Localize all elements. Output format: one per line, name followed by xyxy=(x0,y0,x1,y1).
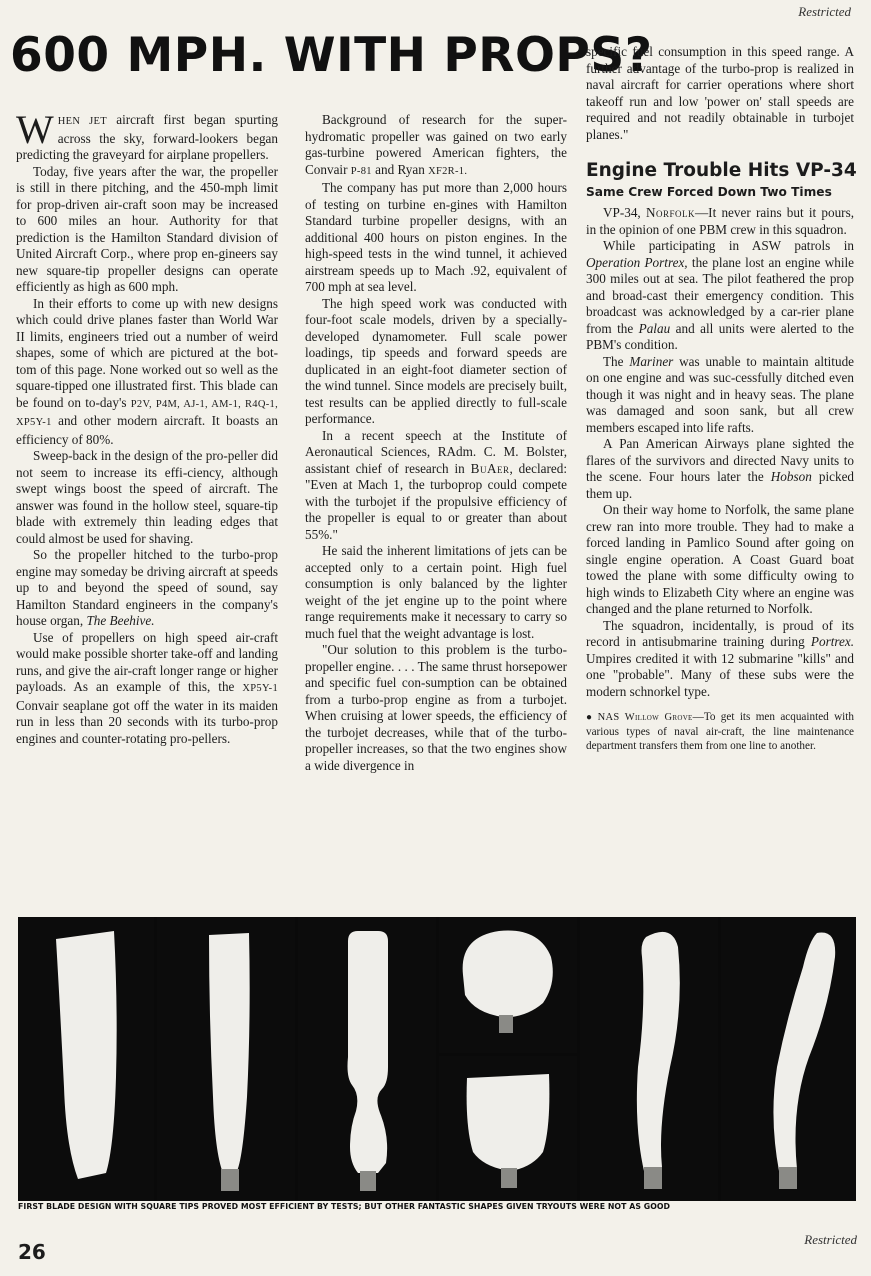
paragraph: "Our solution to this problem is the turbo-propeller engine. . . . The same thrust horsepower and specific fuel con-sumption can be obtained from a turbo-prop engine as from a turbojet. When cruising at lower speeds, the efficiency of the turbojet decreases, while that of the turbo-propeller increases, so that the two engines show a wide divergence in xyxy=(305,642,567,773)
paragraph xyxy=(16,107,279,164)
square-tip-blade-image xyxy=(18,917,154,1201)
paragraph: He said the inherent limitations of jets can be accepted only to a certain point. High fuel consumption is only balanced by the lighter weight of the jet engine up to the point where range requirements make it necessary to carry so much fuel that the weight advantage is lost. xyxy=(305,543,567,641)
paragraph-text: , declared: "Even at Mach 1, the turboprop could compete with the turbojet if the propulsive efficiency of the propeller is equal to or greater than about 55%." xyxy=(305,460,567,542)
smallcaps-place: NAS Willow Grove xyxy=(597,712,693,723)
paragraph-text: and all units were alerted to the PBM's condition. xyxy=(586,320,855,352)
paragraph-text: picked them up. xyxy=(586,469,855,501)
waisted-blade-photo xyxy=(298,917,436,1201)
shovel-blade-image xyxy=(439,1056,577,1201)
paragraph: The company has put more than 2,000 hours of testing on turbine en-gines with Hamilton Standard turbine propeller designs, with an additional 400 hours on piston engines. In the high-speed tests in the wind tunnel, it achieved airstream speeds up to Mach .92, equivalent of 700 mph at sea level. xyxy=(305,180,567,294)
propeller-photo-strip xyxy=(18,917,856,1201)
paragraph-text: While participating in ASW patrols in xyxy=(603,238,854,253)
paragraph xyxy=(586,436,854,502)
paragraph-text: In their efforts to come up with new designs which could drive planes faster than World War II limits, engineers tried out a number of weird shapes, some of which are pictured at the bot-tom of this page. None worked out so well as the square-tipped one illustrated first. This blade can be found on to-day's xyxy=(16,295,278,410)
section-subheading: Same Crew Forced Down Two Times xyxy=(586,185,832,199)
paragraph-text: Use of propellers on high speed air-craft would make possible shorter take-off and landing runs, and give the air-craft longer range or higher payloads. As an example of this, the xyxy=(16,629,278,694)
section-heading: Engine Trouble Hits VP-34 xyxy=(586,160,857,181)
tapered-blade-image xyxy=(157,917,295,1201)
paragraph xyxy=(586,238,854,354)
paragraph-text: So the propeller hitched to the turbo-prop engine may someday be driving aircraft at speeds up to and beyond the speed of sound, say Hamilton Standard engineers in the company's house organ, xyxy=(16,547,278,628)
paragraph xyxy=(16,296,278,449)
smallcaps-place: Norfolk xyxy=(645,205,695,220)
article-title: 600 MPH. WITH PROPS? xyxy=(10,28,653,83)
smallcaps-lead: HEN JET xyxy=(57,116,107,127)
paragraph xyxy=(586,354,854,437)
paragraph: On their way home to Norfolk, the same plane crew ran into more trouble. They had to make a forced landing in Pamlico Sound after going on single engine operation. A Coast Guard boat towed the plane with some difficulty owing to high winds to Elizabeth City where an engine was changed and the plane returned to Norfolk. xyxy=(586,502,854,616)
paragraph-text: Umpires credited it with 12 submarine "kills" and one "probable". Many of these subs were the modern schnorkel type. xyxy=(586,650,854,699)
paragraph-text: The xyxy=(603,353,624,369)
paragraph-text: aircraft first began spurting across the sky, forward-lookers began predicting the graveyard for airplane propellers. xyxy=(16,112,279,162)
paragraph xyxy=(16,630,278,748)
paragraph-text: the plane lost an engine while 300 miles out at sea. The pilot feathered the prop and broad-cast their emergency condition. This broadcast was acknowledged by a car-rier plane from the xyxy=(586,254,854,336)
paragraph-text: Convair seaplane got off the water in its maiden run in less than 20 seconds with its turbo-prop engines and counter-rotating pro-pellers. xyxy=(16,697,278,746)
paragraph-text: and Ryan xyxy=(375,161,425,177)
paragraph xyxy=(16,547,278,630)
paddle-blade-image xyxy=(439,917,577,1053)
paragraph: The high speed work was conducted with four-foot scale models, driven by a specially-developed dynamometer. Full scale power loadings, tip speeds and forward speeds are duplicated in an eight-foot diameter section of the wind tunnel. Since models are precisely built, test results can be applied directly to full-scale performance. xyxy=(305,295,567,426)
curved-blade-photo xyxy=(580,917,718,1201)
ship-name: Hobson xyxy=(770,469,812,484)
paragraph-text: In a recent speech at the Institute of Aeronautical Sciences, RAdm. C. M. Bolster, assistant chief of research in xyxy=(305,427,567,476)
paragraph-text: —It never rains but it pours, in the opinion of one PBM crew in this squadron. xyxy=(586,205,854,237)
swept-blade-image xyxy=(721,917,856,1201)
aircraft-code: XP5Y-1 xyxy=(242,683,279,694)
paragraph-text: and other modern aircraft. It boasts an efficiency of 80%. xyxy=(16,413,278,447)
drop-cap: W xyxy=(16,107,54,152)
paragraph xyxy=(586,618,854,701)
bullet-icon: ● xyxy=(586,712,595,723)
publication-name: The Beehive. xyxy=(86,613,155,628)
square-tip-blade-photo xyxy=(18,917,154,1201)
page-number: 26 xyxy=(18,1240,46,1264)
paragraph xyxy=(305,428,567,544)
ship-name: Palau xyxy=(638,320,671,336)
news-note xyxy=(586,710,854,753)
shovel-blade-photo xyxy=(439,1056,577,1201)
restricted-footer: Restricted xyxy=(804,1232,857,1247)
paragraph-text: VP-34, xyxy=(603,205,641,220)
paragraph: Sweep-back in the design of the pro-peller did not seem to increase its effi-ciency, although swept wings boost the speed of aircraft. The answer was found in the hollow steel, square-tip blade with extremely thin leading edges that could almost be used for shaving. xyxy=(16,448,278,546)
paragraph: Today, five years after the war, the propeller is still in there pitching, and the 450-mph limit for prop-driven air-craft soon may be increased to 600 miles an hour. Authority for that prediction is the Hamilton Standard division of United Aircraft Corp., where prop en-gineers say new square-tip propeller designs can operate efficiently as high as 600 mph. xyxy=(16,163,278,294)
operation-name: Operation Portrex, xyxy=(586,254,688,270)
aircraft-codes: P2V, P4M, AJ-1, AM-1, R4Q-1, XP5Y-1 xyxy=(16,398,279,428)
aircraft-code: P-81 xyxy=(350,165,372,177)
paragraph-text: The squadron, incidentally, is proud of its record in antisubmarine training during xyxy=(586,617,854,649)
column-3 xyxy=(586,44,857,753)
curved-blade-image xyxy=(580,917,718,1201)
paragraph-text: A Pan American Airways plane sighted the flares of the survivors and directed Navy units to the scene. Four hours later the xyxy=(586,436,854,484)
operation-name: Portrex. xyxy=(810,634,855,649)
tapered-blade-photo xyxy=(157,917,295,1201)
paragraph xyxy=(305,112,567,180)
paragraph-text: was unable to maintain altitude on one engine and was suc-cessfully ditched even though it was night and in heavy seas. The plane was damaged and soon sank, but all crew members escaped into life rafts. xyxy=(586,353,855,435)
smallcaps-term: BuAer xyxy=(470,460,510,476)
paragraph-text: —To get its men acquainted with various types of naval air-craft, the line maintenance department transfers them from one line to another. xyxy=(586,711,854,752)
column-2 xyxy=(305,112,567,774)
waisted-blade-image xyxy=(298,917,436,1201)
paragraph-text: Background of research for the super-hydromatic propeller was gained on two early gas-turbine powered American fighters, the Convair xyxy=(305,112,567,177)
paddle-blade-photo xyxy=(439,917,577,1053)
aircraft-code: XF2R-1. xyxy=(428,165,468,177)
photo-caption: FIRST BLADE DESIGN WITH SQUARE TIPS PROVED MOST EFFICIENT BY TESTS; BUT OTHER FANTASTIC SHAPES GIVEN TRYOUTS WERE NOT AS GOOD xyxy=(18,1202,671,1211)
column-1 xyxy=(16,107,279,747)
aircraft-name: Mariner xyxy=(629,353,674,369)
swept-blade-photo xyxy=(721,917,856,1201)
paragraph xyxy=(586,205,854,238)
restricted-header: Restricted xyxy=(798,4,851,19)
paragraph: specific fuel consumption in this speed range. A further advantage of the turbo-prop is realized in naval aircraft for carrier operations where short takeoff run and low 'power on' stall speeds are required and not readily obtainable in turbojet planes." xyxy=(586,44,854,142)
